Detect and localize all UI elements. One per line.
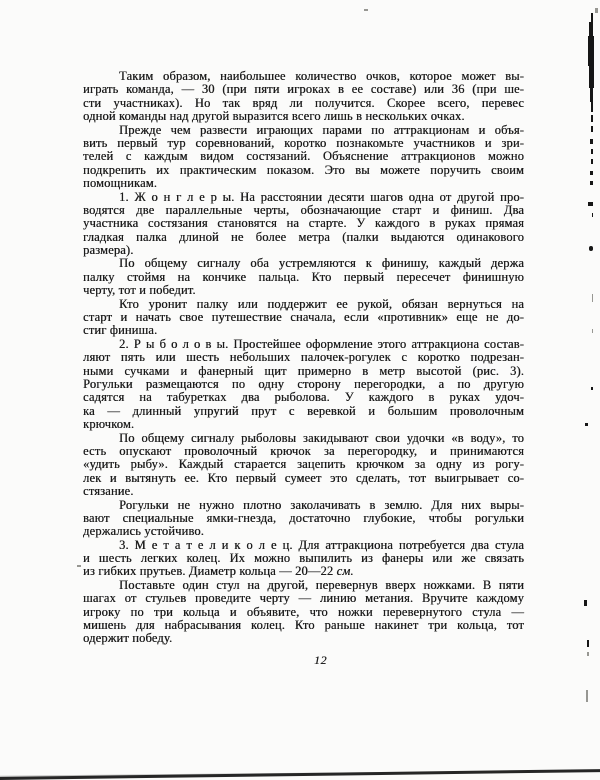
ink-speck bbox=[587, 652, 589, 656]
paragraph-jugglers bbox=[83, 191, 524, 258]
scan-streak-segment bbox=[589, 66, 594, 88]
scan-streak-dash bbox=[590, 171, 593, 175]
text-line: По общему сигналу рыболовы закидывают свои удочки «в воду», то bbox=[119, 430, 524, 445]
ink-speck bbox=[364, 9, 368, 11]
text-line: вить первый тур соревнований, коротко познакомьте участников и зри- bbox=[83, 135, 524, 150]
scan-streak-dash bbox=[591, 126, 593, 132]
text-line: мишень для набрасывания колец. Кто раньше накинет три кольца, тот bbox=[83, 618, 524, 633]
text-segment: из гибких прутьев. Диаметр кольца — 20—22 bbox=[83, 564, 337, 579]
text-line: Поставьте один стул на другой, перевернув вверх ножками. В пяти bbox=[119, 577, 524, 592]
scan-streak-dash bbox=[590, 139, 593, 144]
text-line: есть опускают проволочный крючок за перегородку, и принимаются bbox=[83, 443, 524, 458]
paragraph bbox=[83, 579, 524, 646]
text-line: Рогульки размещаются по одну сторону перегородки, а по другую bbox=[83, 376, 524, 391]
text-line: 1. Ж о н г л е р ы. На расстоянии десяти шагов одна от другой про- bbox=[119, 189, 524, 204]
text-line: старт и начать свое путешествие сначала, если «противник» еще не до- bbox=[83, 310, 524, 325]
text-line: одной команды над другой выразится всего лишь в нескольких очках. bbox=[83, 109, 465, 124]
ink-speck bbox=[592, 294, 593, 302]
text-line bbox=[83, 565, 524, 578]
text-line: стиг финиша. bbox=[83, 323, 158, 338]
scan-streak-segment bbox=[588, 36, 594, 66]
text-line: подкрепить их практическим показом. Это вы можете поручить своим bbox=[83, 162, 524, 177]
text-line: 3. М е т а т е л и к о л е ц. Для аттракциона потребуется два стула bbox=[119, 537, 524, 552]
ink-speck bbox=[585, 423, 588, 426]
text-line: телей с каждым видом состязаний. Объяснение аттракционов можно bbox=[83, 149, 524, 164]
scan-streak-segment bbox=[591, 102, 593, 112]
paragraph bbox=[83, 499, 524, 539]
paragraph bbox=[83, 432, 524, 499]
text-line: одержит победу. bbox=[83, 631, 173, 646]
scan-streak-dash bbox=[591, 159, 593, 164]
ink-speck bbox=[595, 8, 598, 13]
ink-speck bbox=[591, 387, 593, 390]
text-line: черту, тот и победит. bbox=[83, 283, 196, 298]
text-line: ляют пять или шесть небольших палочек-рогулек с коротко подрезан- bbox=[83, 350, 524, 365]
text-line: игроку по три кольца и объявите, что ножки перевернутого стула — bbox=[83, 604, 524, 619]
text-line: участника состязания становятся на старте. У каждого в руках прямая bbox=[83, 216, 524, 231]
text-line: вают специальные ямки-гнезда, достаточно глубокие, чтобы рогульки bbox=[83, 510, 524, 525]
ink-dot bbox=[589, 246, 593, 251]
text-line: Прежде чем развести играющих парами по аттракционам и объя- bbox=[119, 122, 524, 137]
text-line: держались устойчиво. bbox=[83, 524, 204, 539]
text-line: Таким образом, наибольшее количество очков, которое может вы- bbox=[119, 69, 524, 83]
text-line: лек и вытянуть ее. Кто первый сумеет это сделать, тот выигрывает со- bbox=[83, 470, 524, 485]
ink-speck bbox=[584, 600, 587, 606]
text-line: и шесть легких колец. Их можно выпилить из фанеры или же связать bbox=[83, 551, 524, 566]
text-line: садятся на табуретках два рыболова. У каждого в руках удоч- bbox=[83, 390, 524, 405]
scan-streak-dash bbox=[592, 213, 593, 217]
text-line: Рогульки не нужно плотно заколачивать в землю. Для них выры- bbox=[119, 497, 524, 512]
text-block bbox=[83, 70, 524, 646]
paragraph bbox=[83, 124, 524, 191]
text-line: ными сучками и фанерный щит примерно в метр высотой (рис. 3). bbox=[83, 363, 524, 378]
text-line: палку стоймя на кончике пальца. Кто первый пересечет финишную bbox=[83, 269, 524, 284]
ink-speck bbox=[586, 690, 588, 702]
page-number: 12 bbox=[314, 653, 327, 667]
ink-speck bbox=[587, 640, 589, 647]
text-line: шагах от стульев проведите черту — линию метания. Вручите каждому bbox=[83, 591, 524, 606]
scan-streak-dash bbox=[590, 181, 593, 185]
text-line: помощникам. bbox=[83, 176, 157, 191]
paragraph-ring-throwers bbox=[83, 539, 524, 579]
text-line: водятся две параллельные черты, обозначающие старт и финиш. Два bbox=[83, 202, 524, 217]
paragraph bbox=[83, 298, 524, 338]
paragraph bbox=[83, 70, 524, 124]
paragraph bbox=[83, 257, 524, 297]
scan-streak-dash bbox=[591, 115, 593, 122]
text-line: размера). bbox=[83, 243, 134, 258]
text-line: стязание. bbox=[83, 484, 134, 499]
text-line: «удить рыбу». Каждый старается зацепить крючком за одну из рогу- bbox=[83, 457, 524, 472]
ink-speck bbox=[592, 329, 593, 333]
scan-streak-segment bbox=[590, 88, 593, 102]
scan-streak-dash bbox=[588, 202, 593, 206]
text-segment-italic: см. bbox=[336, 564, 354, 579]
text-line: Кто уронит палку или поддержит ее рукой, обязан вернуться на bbox=[119, 296, 524, 311]
text-line: По общему сигналу оба устремляются к финишу, каждый держа bbox=[119, 256, 524, 271]
text-line: ка — длинный упругий прут с веревкой и большим проволочным bbox=[83, 403, 524, 418]
scan-streak-dash bbox=[591, 149, 593, 154]
text-line: сти участниках). Но так вряд ли получится. Скорее всего, перевес bbox=[83, 95, 524, 110]
text-line: играть команда, — 30 (при пяти игроках в ее составе) или 36 (при ше- bbox=[83, 82, 524, 97]
paragraph-fishermen bbox=[83, 338, 524, 432]
text-line: гладкая палка длиной не более метра (палки выдаются одинакового bbox=[83, 229, 524, 244]
ink-speck bbox=[77, 565, 81, 567]
text-line: крючком. bbox=[83, 417, 135, 432]
text-line: 2. Р ы б о л о в ы. Простейшее оформление этого аттракциона состав- bbox=[119, 336, 524, 351]
